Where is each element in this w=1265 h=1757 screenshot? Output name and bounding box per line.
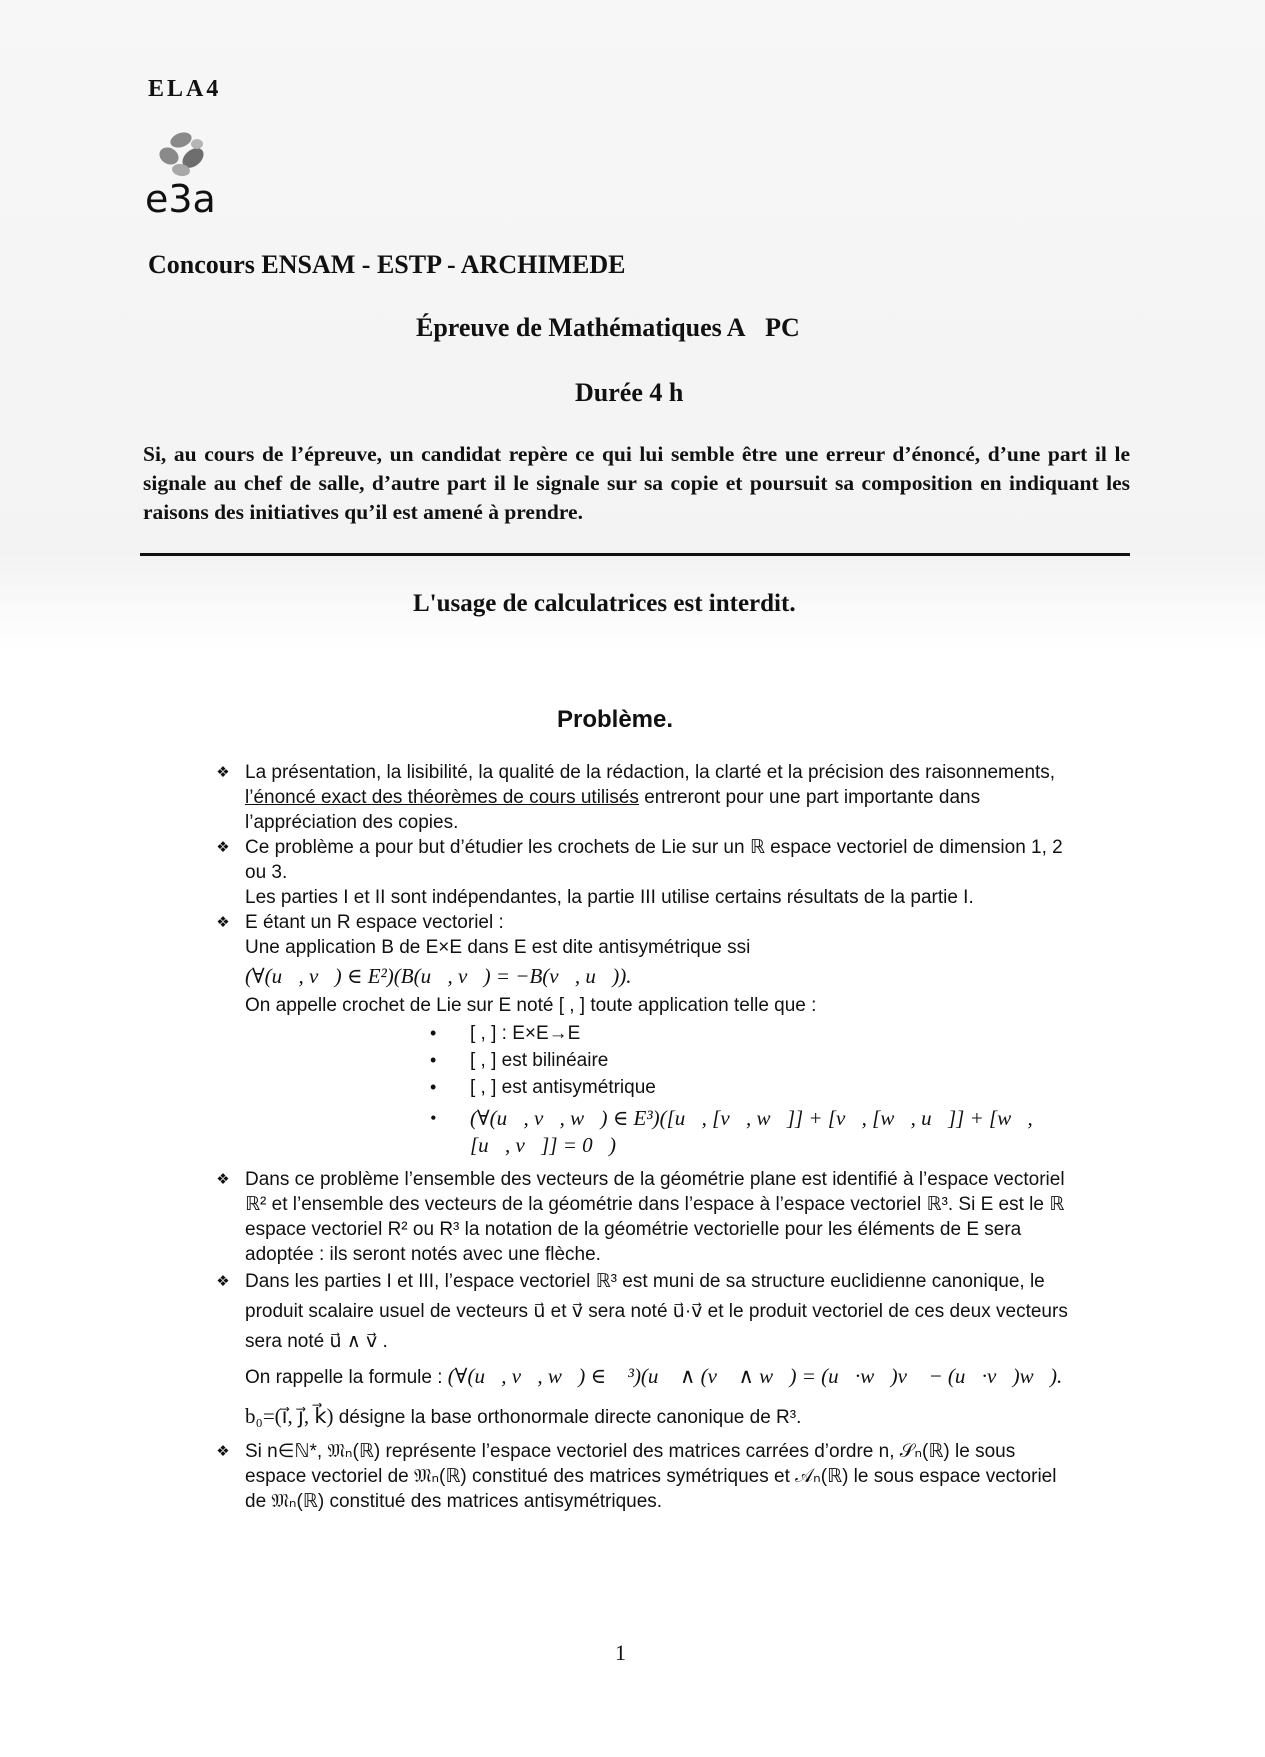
exam-duration: Durée 4 h — [575, 378, 684, 407]
bullet-presentation — [215, 760, 1075, 835]
double-cross-product-line — [245, 1361, 1075, 1393]
lie-bracket-intro: On appelle crochet de Lie sur E noté [ , ] toute application telle que : — [245, 995, 817, 1016]
logo-text: e3a — [145, 177, 216, 218]
vector-space-text: E étant un R espace vectoriel : — [245, 912, 504, 933]
condition-item: • [ , ] est antisymétrique — [430, 1074, 1075, 1101]
problem-title: Problème. — [557, 706, 674, 733]
geometry-notation-text: Dans ce problème l’ensemble des vecteurs de la géométrie plane est identifié à l’espace vectoriel ℝ² et l’ensemble des vecteurs de la géométrie dans l’espace à l’espace vectoriel ℝ³. Si E est le ℝ espace vectoriel R² ou R³ la notation de la géométrie vectorielle pour les éléments de E sera adoptée : ils seront notés avec une flèche. — [245, 1169, 1065, 1265]
calculator-notice: L'usage de calculatrices est interdit. — [413, 590, 796, 617]
four-diamond-bullet-icon: ❖ — [216, 1273, 230, 1290]
contest-title: Concours ENSAM - ESTP - ARCHIMEDE — [148, 250, 626, 279]
bullet-matrix-spaces — [215, 1439, 1075, 1514]
exam-section: PC — [765, 313, 800, 342]
parts-text: Les parties I et II sont indépendantes, la partie III utilise certains résultats de la partie I. — [245, 887, 974, 908]
antisymmetric-formula: (∀(u⃗, v⃗) ∈ E²)(B(u⃗, v⃗) = −B(v⃗, u⃗)). — [245, 964, 632, 988]
condition-item: • [ , ] est bilinéaire — [430, 1047, 1075, 1074]
e3a-logo-icon — [145, 126, 255, 218]
presentation-text: La présentation, la lisibilité, la qualité de la rédaction, la clarté et la précision des raisonnements, — [245, 762, 1056, 783]
euclidean-structure-text: Dans les parties I et III, l’espace vectoriel ℝ³ est muni de sa structure euclidienne canonique, le produit scalaire usuel de vecteurs u⃗ et v⃗ sera noté u⃗·v⃗ et le produit vectoriel de ces deux vecteurs sera noté u⃗ ∧ v⃗ . — [245, 1271, 1068, 1352]
four-diamond-bullet-icon: ❖ — [216, 1171, 230, 1188]
double-cross-product-formula: (∀(u⃗, v⃗, w⃗) ∈ ℝ³)(u⃗ ∧ (v⃗ ∧ w⃗) = (u⃗·w⃗)v⃗ − (u⃗·v⃗)w⃗). — [447, 1364, 1063, 1388]
condition-item: • [ , ] : E×E→E — [430, 1020, 1075, 1047]
four-diamond-bullet-icon: ❖ — [216, 1443, 230, 1460]
bullet-euclidean-structure — [215, 1267, 1075, 1433]
exam-title: Épreuve de Mathématiques A — [416, 313, 746, 342]
canonical-basis-formula: b₀=(i⃗, j⃗, k⃗) — [245, 1404, 334, 1428]
goal-text: Ce problème a pour but d’étudier les crochets de Lie sur un ℝ espace vectoriel de dimension 1, 2 ou 3. — [245, 837, 1063, 883]
canonical-basis-text: désigne la base orthonormale directe canonique de R³. — [333, 1407, 802, 1428]
lie-bracket-conditions — [245, 1020, 1075, 1159]
bullet-lie-bracket-definition — [215, 910, 1075, 1159]
error-notice: Si, au cours de l’épreuve, un candidat repère ce qui lui semble être une erreur d’énoncé, d’une part il le signale au chef de salle, d’autre part il le signale sur sa copie et poursuit sa composition en indiquant les raisons des initiatives qu’il est amené à prendre. — [143, 442, 1130, 524]
bullet-goal — [215, 835, 1075, 910]
exam-code: ELA4 — [148, 76, 222, 102]
presentation-underlined: l’énoncé exact des théorèmes de cours utilisés — [245, 787, 639, 808]
problem-instructions — [215, 760, 1075, 1514]
page-number: 1 — [615, 1640, 626, 1665]
separator-rule — [140, 553, 1130, 556]
e3a-logo — [145, 126, 255, 222]
presentation-text-end: entreront pour une part importante dans l’appréciation des copies. — [245, 787, 981, 833]
four-diamond-bullet-icon: ❖ — [216, 914, 230, 931]
formula-label: On rappelle la formule : — [245, 1367, 443, 1388]
matrix-spaces-text: Si n∈ℕ*, 𝔐ₙ(ℝ) représente l’espace vectoriel des matrices carrées d’ordre n, 𝒮ₙ(ℝ) le sous espace vectoriel de 𝔐ₙ(ℝ) constitué des matrices symétriques et 𝒜ₙ(ℝ) le sous espace vectoriel de 𝔐ₙ(ℝ) constitué des matrices antisymétriques. — [245, 1441, 1057, 1512]
canonical-basis-line — [245, 1401, 1075, 1433]
four-diamond-bullet-icon: ❖ — [216, 764, 230, 781]
jacobi-identity-formula: • (∀(u⃗, v⃗, w⃗) ∈ E³)([u⃗, [v⃗, w⃗]] + [v⃗, [w⃗, u⃗]] + [w⃗, [u⃗, v⃗]] = 0⃗) — [430, 1105, 1075, 1159]
bullet-geometry-notation — [215, 1167, 1075, 1267]
four-diamond-bullet-icon: ❖ — [216, 839, 230, 856]
antisymmetric-definition: Une application B de E×E dans E est dite antisymétrique ssi — [245, 937, 751, 958]
